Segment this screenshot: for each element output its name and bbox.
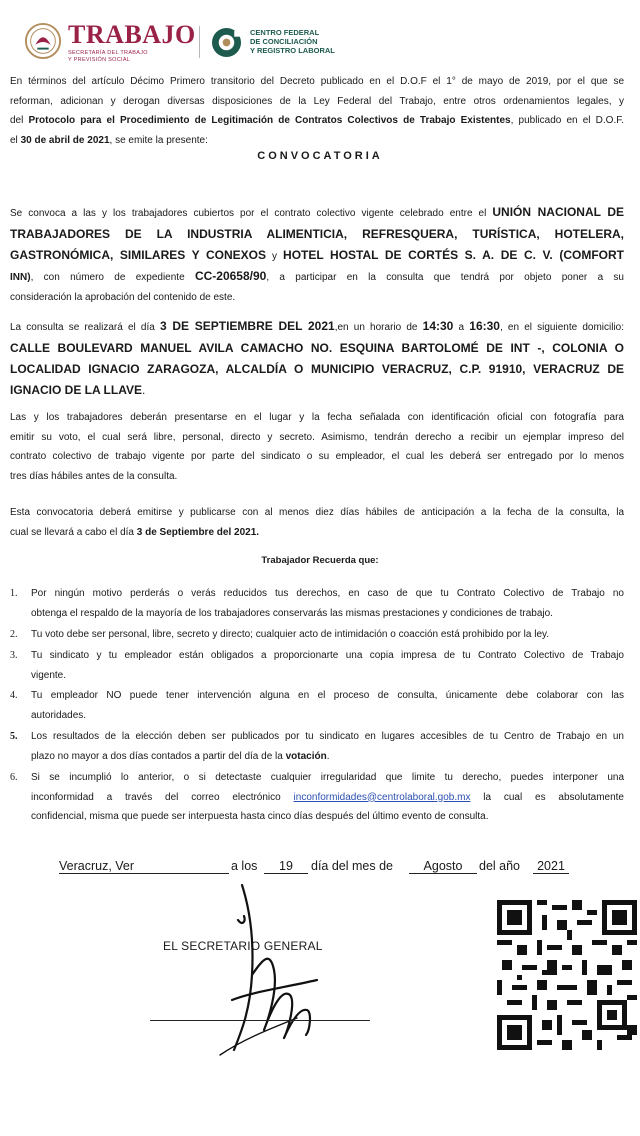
brand-subtitle-2: Y PREVISIÓN SOCIAL bbox=[68, 57, 131, 63]
intro-line: En términos del artículo Décimo Primero transitorio del Decreto publicado en el D.O.F el 1° de mayo de 2019, por el que se bbox=[10, 76, 624, 87]
signatory-title: EL SECRETARIO GENERAL bbox=[163, 939, 323, 953]
intro-paragraph bbox=[10, 72, 624, 150]
convocation-paragraph: Se convoca a las y los trabajadores cubiertos por el contrato colectivo vigente celebrado entre el UNIÓN NACIONAL DE TRABAJADORES DE LA INDUSTRIA ALIMENTICIA, REFRESQUERA, TURÍSTICA, HOTELERA, GASTRONÓMICA, SIMILARES Y CONEXOS y HOTEL HOSTAL DE CORTÉS S. A. DE C. V. (COMFORT INN), con número de expediente CC-20658/90, a participar en la consulta que tendrá por objeto poner a su consideración la aprobación del contenido de este. bbox=[10, 205, 624, 303]
intro-line: reforman, adicionan y derogan diversas disposiciones de la Ley Federal del Trabajo, entre otros ordenamientos legales, y bbox=[10, 95, 624, 107]
eagle-emblem-icon bbox=[24, 22, 62, 60]
address-line: CALLE BOULEVARD MANUEL AVILA CAMACHO NO. ESQUINA BARTOLOMÉ DE INT -, COLONIA O bbox=[10, 340, 624, 355]
year-field: 2021 bbox=[533, 859, 569, 874]
reminder-title: Trabajador Recuerda que: bbox=[261, 555, 379, 566]
place-field: Veracruz, Ver bbox=[59, 859, 229, 874]
cfcrl-logo-icon bbox=[211, 27, 242, 58]
complaint-email-link[interactable]: inconformidades@centrolaboral.gob.mx bbox=[293, 791, 471, 803]
voting-rights-paragraph: Las y los trabajadores deberán presentarse en el lugar y la fecha señalada con identificación oficial con fotografía para emitir su voto, el cual será libre, personal, directo y secreto. Asimismo, tendrán derecho a recibir un ejemplar impreso del contrato colectivo de trabajo vigente por parte del sindicato o su empleador, el cual les deberá ser entregado por lo menos tres días hábiles antes de la consulta. bbox=[10, 412, 624, 482]
day-field: 19 bbox=[264, 859, 308, 874]
intro-line: el 30 de abril de 2021, se emite la presente: bbox=[10, 134, 208, 146]
month-field: Agosto bbox=[409, 859, 477, 874]
publication-paragraph: Esta convocatoria deberá emitirse y publicarse con al menos diez días hábiles de anticipación a la fecha de la consulta, la cual se llevará a cabo el día 3 de Septiembre del 2021. bbox=[10, 507, 624, 538]
cfcrl-line-3: Y REGISTRO LABORAL bbox=[250, 46, 335, 55]
header-divider bbox=[199, 26, 200, 58]
brand-subtitle-1: SECRETARÍA DEL TRABAJO bbox=[68, 50, 148, 56]
signature-dateline: Veracruz, Ver a los 19 día del mes de Agosto del año 2021 bbox=[59, 859, 579, 883]
brand-title: TRABAJO bbox=[68, 20, 196, 49]
signature-line bbox=[150, 1020, 370, 1021]
qr-code-icon bbox=[497, 900, 637, 1050]
cfcrl-name bbox=[250, 28, 335, 55]
address-line: LOCALIDAD IGNACIO ZARAGOZA, ALCALDÍA O MUNICIPIO VERACRUZ, C.P. 91910, VERACRUZ DE bbox=[10, 361, 624, 376]
document-header bbox=[0, 0, 640, 70]
cfcrl-line-2: DE CONCILIACIÓN bbox=[250, 37, 318, 46]
address-line: IGNACIO DE LA LLAVE. bbox=[10, 382, 146, 397]
consultation-details-paragraph: La consulta se realizará el día 3 DE SEPTIEMBRE DEL 2021,en un horario de 14:30 a 16:30, en el siguiente domicilio: CALLE BOULEVARD MANUEL AVILA CAMACHO NO. ESQUINA BARTOLOMÉ DE INT -, COLONIA O LOCALIDAD IGNACIO ZARAGOZA, ALCALDÍA O MUNICIPIO VERACRUZ, C.P. 91910, VERACRUZ DE IGNACIO DE LA LLAVE. bbox=[10, 316, 624, 401]
page-title: CONVOCATORIA bbox=[257, 150, 383, 162]
handwritten-signature bbox=[212, 880, 322, 1070]
brand-block bbox=[68, 22, 196, 64]
intro-line: del Protocolo para el Procedimiento de Legitimación de Contratos Colectivos de Trabajo Existentes, publicado en el D.O.F. bbox=[10, 115, 624, 126]
cfcrl-line-1: CENTRO FEDERAL bbox=[250, 28, 320, 37]
